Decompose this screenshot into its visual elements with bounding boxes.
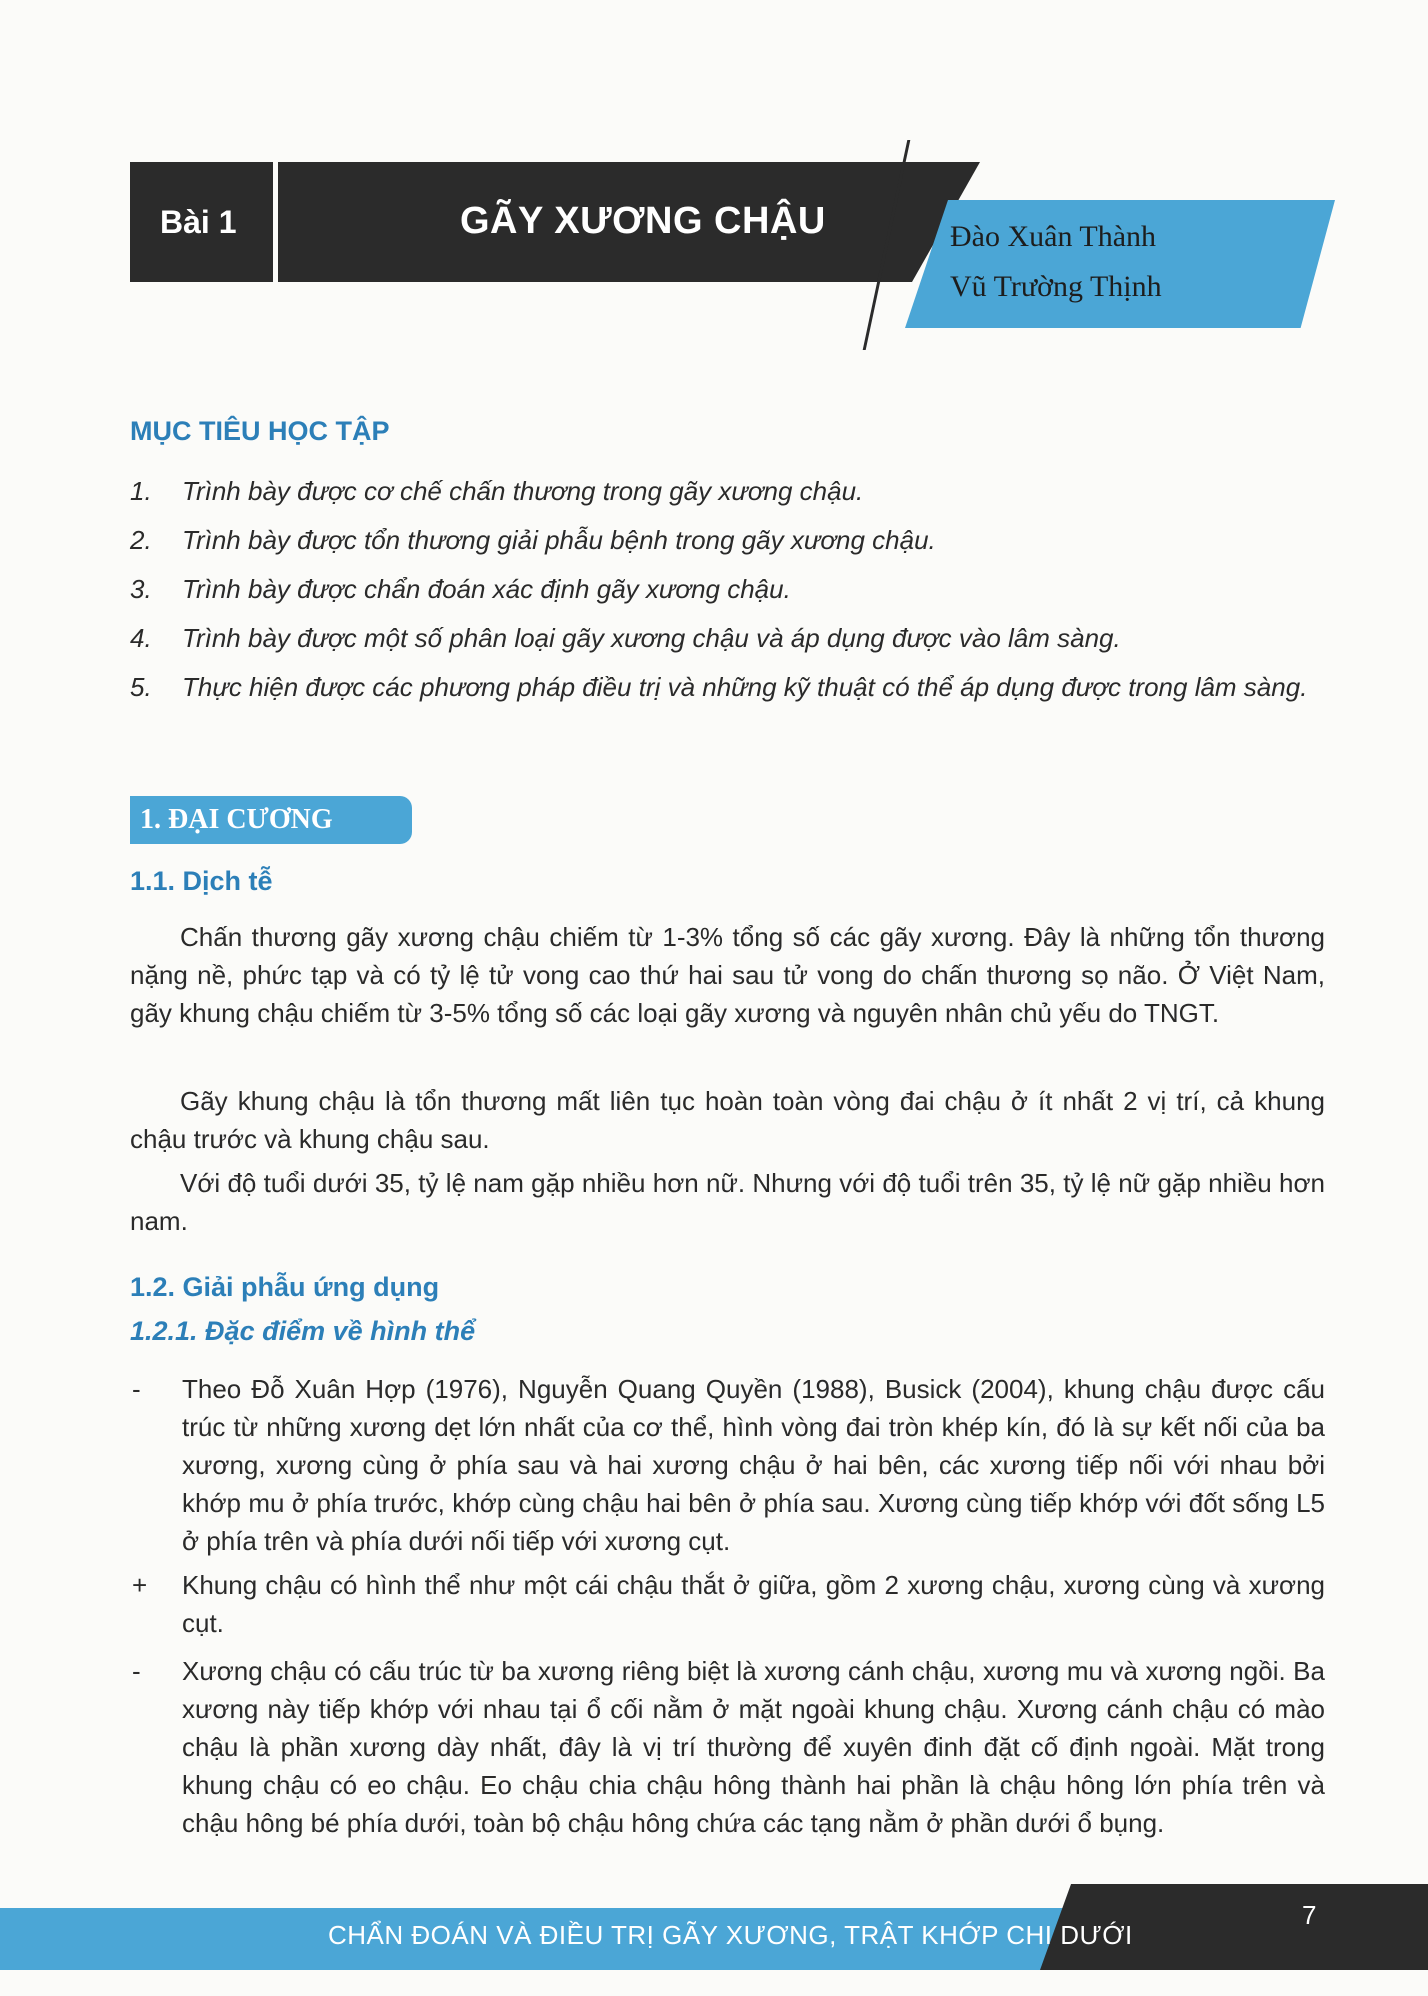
- author-name: Đào Xuân Thành: [950, 220, 1157, 253]
- list-number: 5.: [130, 672, 152, 702]
- list-number: 3.: [130, 574, 152, 604]
- bullet-item: [130, 1652, 1325, 1842]
- header-divider: [273, 162, 278, 282]
- list-text: Trình bày được tổn thương giải phẫu bệnh trong gãy xương chậu.: [182, 525, 936, 555]
- subsection-heading: 1.1. Dịch tễ: [130, 866, 273, 896]
- author-name: Vũ Trường Thịnh: [950, 270, 1162, 303]
- list-text: Trình bày được một số phân loại gãy xương chậu và áp dụng được vào lâm sàng.: [182, 623, 1121, 653]
- lesson-title: GÃY XƯƠNG CHẬU: [460, 200, 826, 242]
- paragraph: Với độ tuổi dưới 35, tỷ lệ nam gặp nhiều hơn nữ. Nhưng với độ tuổi trên 35, tỷ lệ nữ gặp nhiều hơn nam.: [130, 1168, 1325, 1236]
- list-item: [130, 668, 1330, 706]
- objectives-list: [130, 472, 1330, 717]
- section-banner: [130, 796, 412, 844]
- paragraph: Chấn thương gãy xương chậu chiếm từ 1-3% tổng số các gãy xương. Đây là những tổn thương nặng nề, phức tạp và có tỷ lệ tử vong cao thứ hai sau tử vong do chấn thương sọ não. Ở Việt Nam, gãy khung chậu chiếm từ 3-5% tổng số các loại gãy xương và nguyên nhân chủ yếu do TNGT.: [130, 922, 1325, 1028]
- bullet-text: Khung chậu có hình thể như một cái chậu thắt ở giữa, gồm 2 xương chậu, xương cùng và xương cụt.: [182, 1570, 1325, 1638]
- bullet-text: Theo Đỗ Xuân Hợp (1976), Nguyễn Quang Quyền (1988), Busick (2004), khung chậu được cấu trúc từ những xương dẹt lớn nhất của cơ thể, hình vòng đai tròn khép kín, đó là sự kết nối của ba xương, xương cùng ở phía sau và hai xương chậu ở hai bên, các xương tiếp nối với nhau bởi khớp mu ở phía trước, khớp cùng chậu hai bên ở phía sau. Xương cùng tiếp khớp với đốt sống L5 ở phía trên và phía dưới nối tiếp với xương cụt.: [182, 1374, 1325, 1556]
- book-title: CHẨN ĐOÁN VÀ ĐIỀU TRỊ GÃY XƯƠNG, TRẬT KHỚP CHI DƯỚI: [328, 1920, 1133, 1950]
- subsubsection-heading: 1.2.1. Đặc điểm về hình thể: [130, 1316, 476, 1346]
- list-item: [130, 521, 1330, 559]
- paragraph: Gãy khung chậu là tổn thương mất liên tục hoàn toàn vòng đai chậu ở ít nhất 2 vị trí, cả khung chậu trước và khung chậu sau.: [130, 1086, 1325, 1154]
- list-item: [130, 619, 1330, 657]
- page-number: 7: [1302, 1900, 1317, 1930]
- bullet-mark: -: [132, 1374, 141, 1404]
- bullet-text: Xương chậu có cấu trúc từ ba xương riêng biệt là xương cánh chậu, xương mu và xương ngồi. Ba xương này tiếp khớp với nhau tại ổ cối nằm ở mặt ngoài khung chậu. Xương cánh chậu có mào chậu là phần xương dày nhất, đây là vị trí thường để xuyên đinh đặt cố định ngoài. Mặt trong khung chậu có eo chậu. Eo chậu chia chậu hông thành hai phần là chậu hông lớn phía trên và chậu hông bé phía dưới, toàn bộ chậu hông chứa các tạng nằm ở phần dưới ổ bụng.: [182, 1656, 1325, 1838]
- subsection-heading: 1.2. Giải phẫu ứng dụng: [130, 1272, 440, 1302]
- list-item: [130, 570, 1330, 608]
- list-number: 2.: [130, 525, 152, 555]
- list-item: [130, 472, 1330, 510]
- list-text: Thực hiện được các phương pháp điều trị và những kỹ thuật có thể áp dụng được trong lâm sàng.: [182, 672, 1308, 702]
- bullet-mark: +: [132, 1570, 148, 1600]
- objectives-heading: MỤC TIÊU HỌC TẬP: [130, 416, 390, 446]
- section-title: 1. ĐẠI CƯƠNG: [140, 804, 333, 835]
- bullet-mark: -: [132, 1656, 141, 1686]
- list-text: Trình bày được cơ chế chấn thương trong gãy xương chậu.: [182, 476, 864, 506]
- list-number: 1.: [130, 476, 152, 506]
- bullet-item: [130, 1566, 1325, 1642]
- lesson-number: Bài 1: [160, 204, 237, 240]
- list-text: Trình bày được chẩn đoán xác định gãy xương chậu.: [182, 574, 791, 604]
- bullet-item: [130, 1370, 1325, 1560]
- list-number: 4.: [130, 623, 152, 653]
